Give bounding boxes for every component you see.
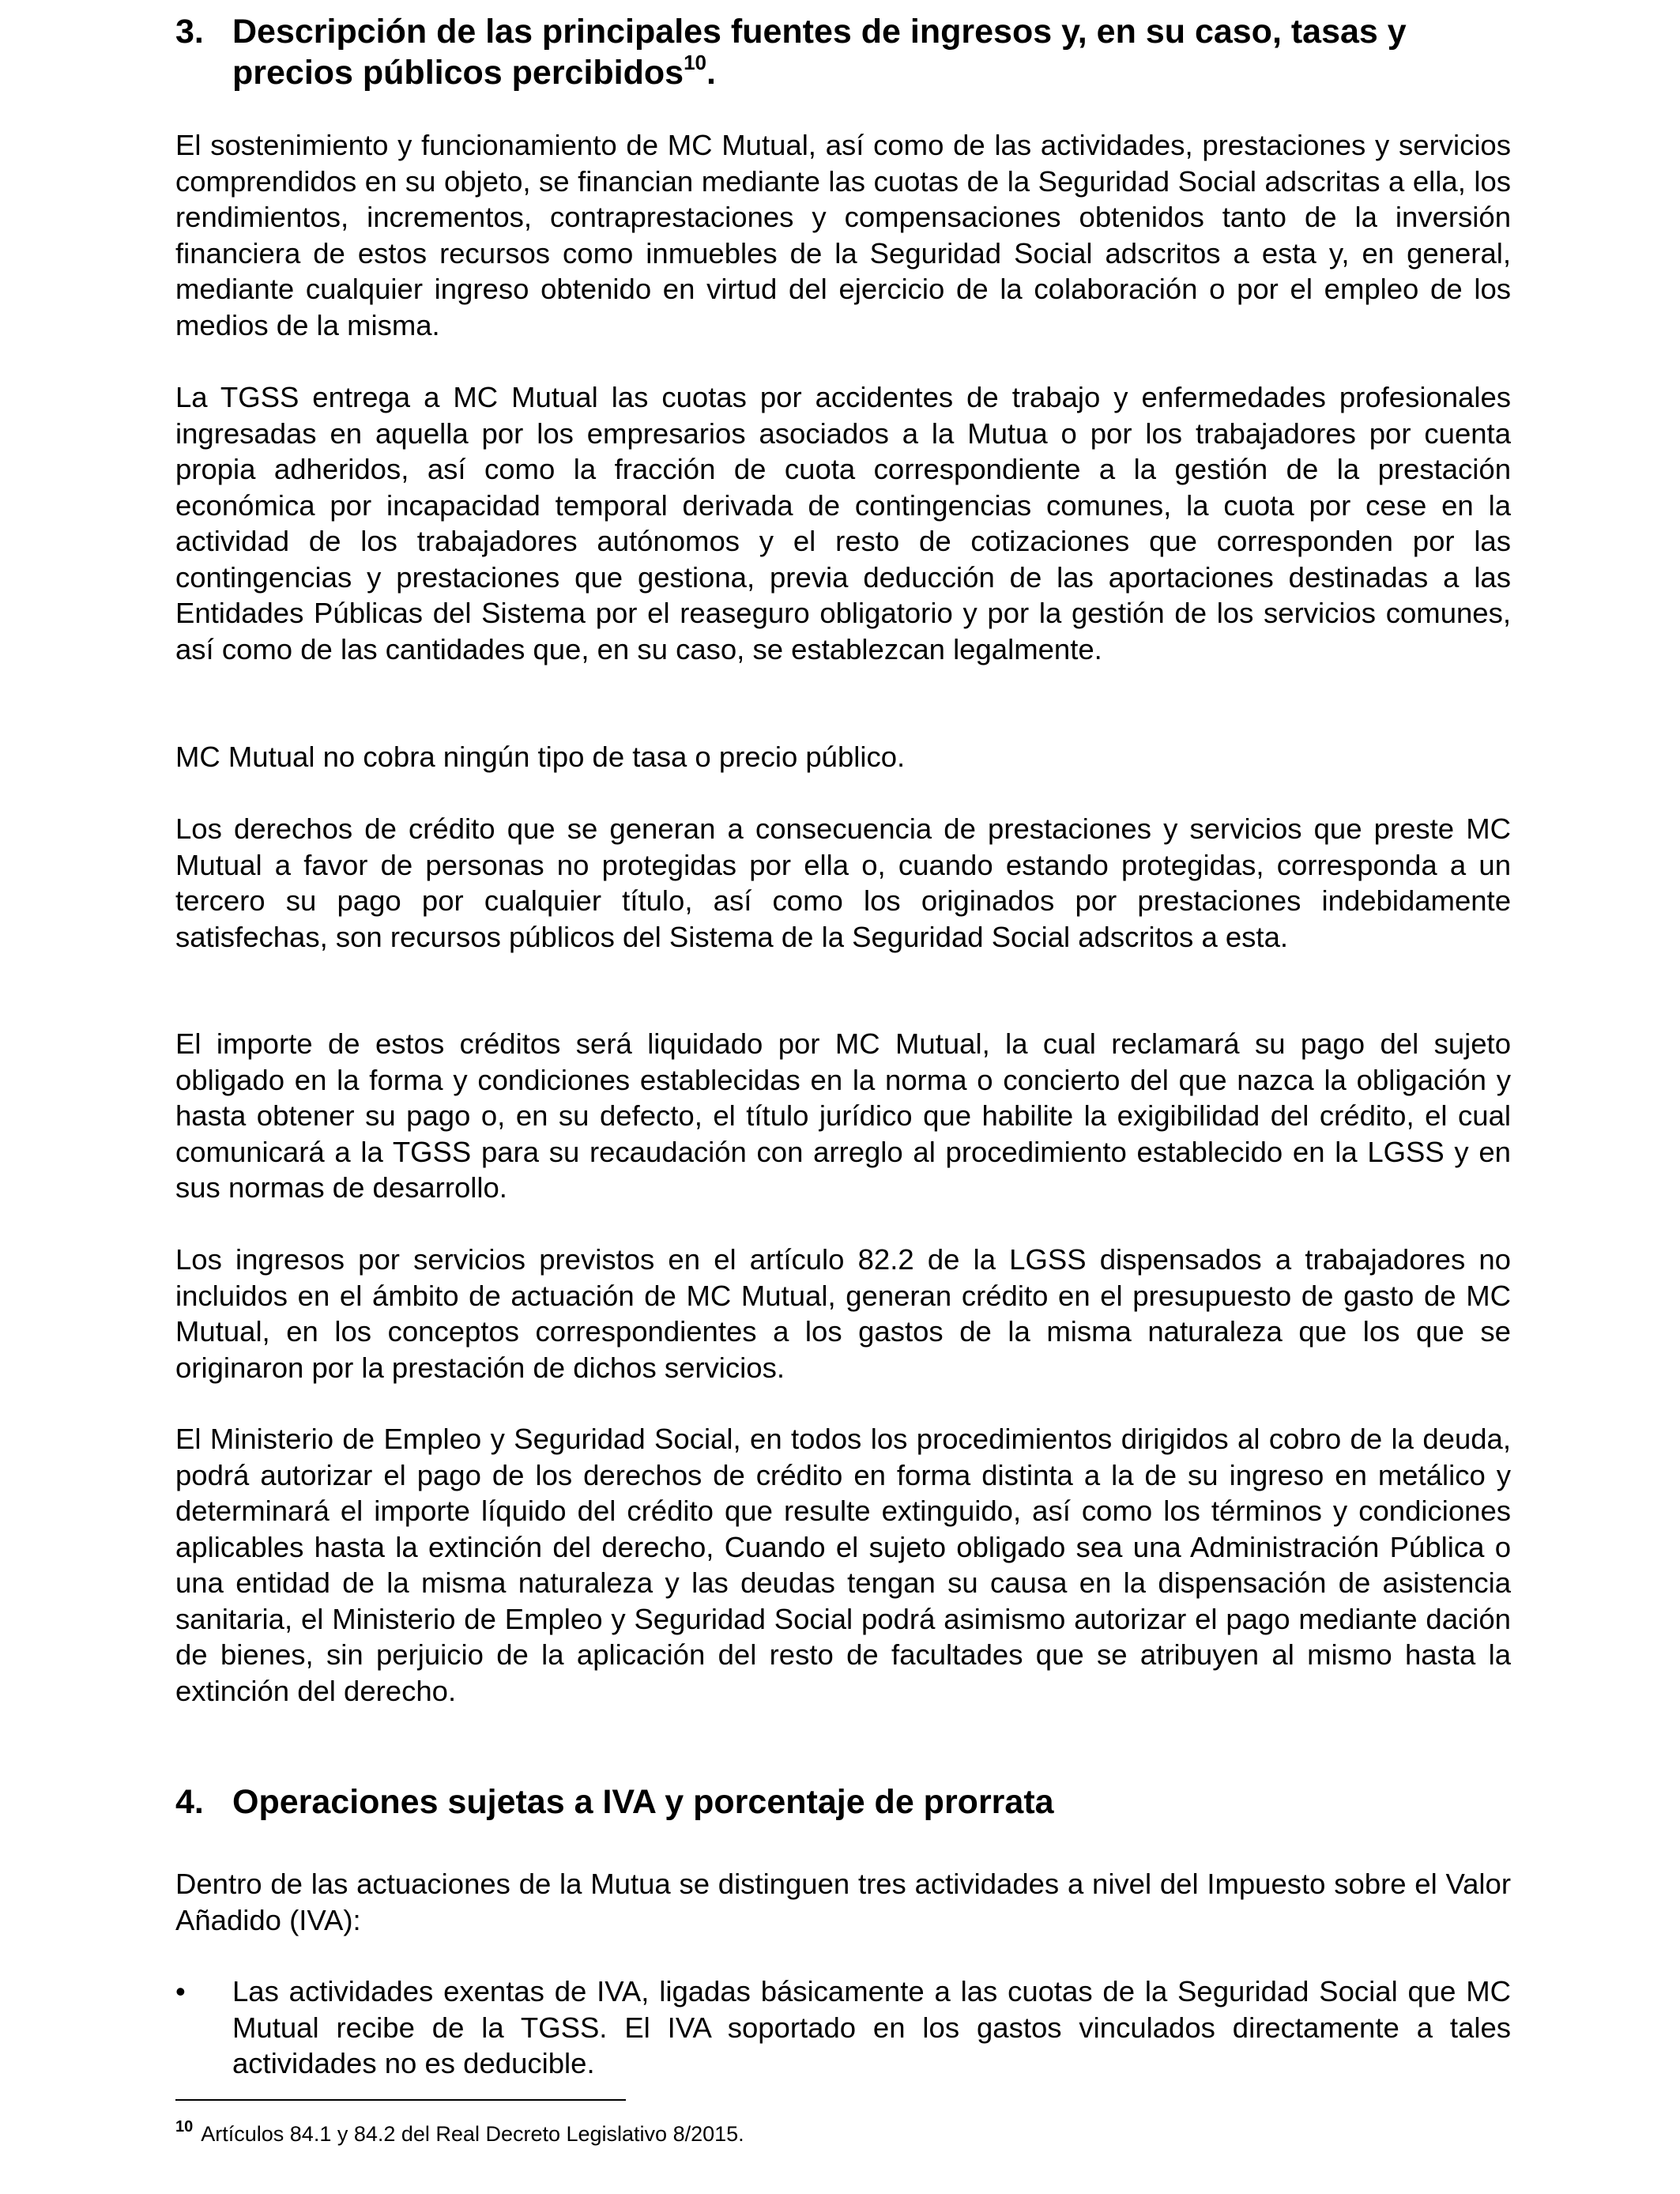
section-3-paragraph: El Ministerio de Empleo y Seguridad Social, en todos los procedimientos dirigidos al cobro de la deuda, podrá autorizar el pago de los derechos de crédito en forma distinta a la de su ingreso en metálico y determinará el importe líquido del crédito que resulte extinguido, así como los términos y condiciones aplicables hasta la extinción del derecho, Cuando el sujeto obligado sea una Administración Pública o una entidad de la misma naturaleza y las deudas tengan su causa en la dispensación de asistencia sanitaria, el Ministerio de Empleo y Seguridad Social podrá asimismo autorizar el pago mediante dación de bienes, sin perjuicio de la aplicación del resto de facultades que se atribuyen al mismo hasta la extinción del derecho.: [175, 1423, 1511, 1707]
list-item: [175, 1973, 1511, 2082]
section-3-heading: [175, 11, 1511, 93]
section-3-paragraph: Los derechos de crédito que se generan a consecuencia de prestaciones y servicios que preste MC Mutual a favor de personas no protegidas por ella o, cuando estando protegidas, corresponda a un tercero su pago por cualquier título, así como los originados por prestaciones indebidamente satisfechas, son recursos públicos del Sistema de la Seguridad Social adscritos a esta.: [175, 812, 1511, 953]
footnote-number: 10: [175, 2118, 194, 2136]
section-3-number: 3.: [175, 13, 204, 51]
footnote: [175, 2120, 744, 2147]
section-3-title: Descripción de las principales fuentes de ingresos y, en su caso, tasas y precios públicos percibidos: [232, 13, 1407, 92]
section-3-paragraph: El importe de estos créditos será liquidado por MC Mutual, la cual reclamará su pago del sujeto obligado en la forma y condiciones establecidas en la norma o concierto del que nazca la obligación y hasta obtener su pago o, en su defecto, el título jurídico que habilite la exigibilidad del crédito, el cual comunicará a la TGSS para su recaudación con arreglo al procedimiento establecido en la LGSS y en sus normas de desarrollo.: [175, 1027, 1511, 1204]
bullet-marker: •: [175, 1975, 186, 2007]
section-3-paragraph: El sostenimiento y funcionamiento de MC Mutual, así como de las actividades, prestaciones y servicios comprendidos en su objeto, se financian mediante las cuotas de la Seguridad Social adscritas a ella, los rendimientos, incrementos, contraprestaciones y compensaciones obtenidos tanto de la inversión financiera de estos recursos como inmuebles de la Seguridad Social adscritos a esta y, en general, mediante cualquier ingreso obtenido en virtud del ejercicio de la colaboración o por el empleo de los medios de la misma.: [175, 129, 1511, 341]
section-4-number: 4.: [175, 1783, 204, 1821]
footnote-separator: [175, 2099, 626, 2101]
section-4-title: Operaciones sujetas a IVA y porcentaje de prorrata: [232, 1783, 1054, 1821]
section-3-title-end: .: [706, 54, 716, 92]
section-3-paragraph: Los ingresos por servicios previstos en el artículo 82.2 de la LGSS dispensados a trabajadores no incluidos en el ámbito de actuación de MC Mutual, generan crédito en el presupuesto de gasto de MC Mutual, en los conceptos correspondientes a los gastos de la misma naturaleza que los que se originaron por la prestación de dichos servicios.: [175, 1243, 1511, 1384]
section-4-intro: Dentro de las actuaciones de la Mutua se distinguen tres actividades a nivel del Impuesto sobre el Valor Añadido (IVA):: [175, 1868, 1511, 1936]
footnote-ref-10[interactable]: 10: [684, 51, 706, 74]
bullet-text: Las actividades exentas de IVA, ligadas básicamente a las cuotas de la Seguridad Social que MC Mutual recibe de la TGSS. El IVA soportado en los gastos vinculados directamente a tales actividades no es deducible.: [232, 1975, 1511, 2079]
footnote-text: Artículos 84.1 y 84.2 del Real Decreto Legislativo 8/2015.: [201, 2122, 744, 2146]
section-3-paragraph: MC Mutual no cobra ningún tipo de tasa o precio público.: [175, 741, 906, 773]
section-4-heading: [175, 1781, 1511, 1823]
section-3-paragraph: La TGSS entrega a MC Mutual las cuotas por accidentes de trabajo y enfermedades profesionales ingresadas en aquella por los empresarios asociados a la Mutua o por los trabajadores por cuenta propia adheridos, así como la fracción de cuota correspondiente a la gestión de la prestación económica por incapacidad temporal derivada de contingencias comunes, la cuota por cese en la actividad de los trabajadores autónomos y el resto de cotizaciones que corresponden por las contingencias y prestaciones que gestiona, previa deducción de las aportaciones destinadas a las Entidades Públicas del Sistema por el reaseguro obligatorio y por la gestión de los servicios comunes, así como de las cantidades que, en su caso, se establezcan legalmente.: [175, 381, 1511, 665]
